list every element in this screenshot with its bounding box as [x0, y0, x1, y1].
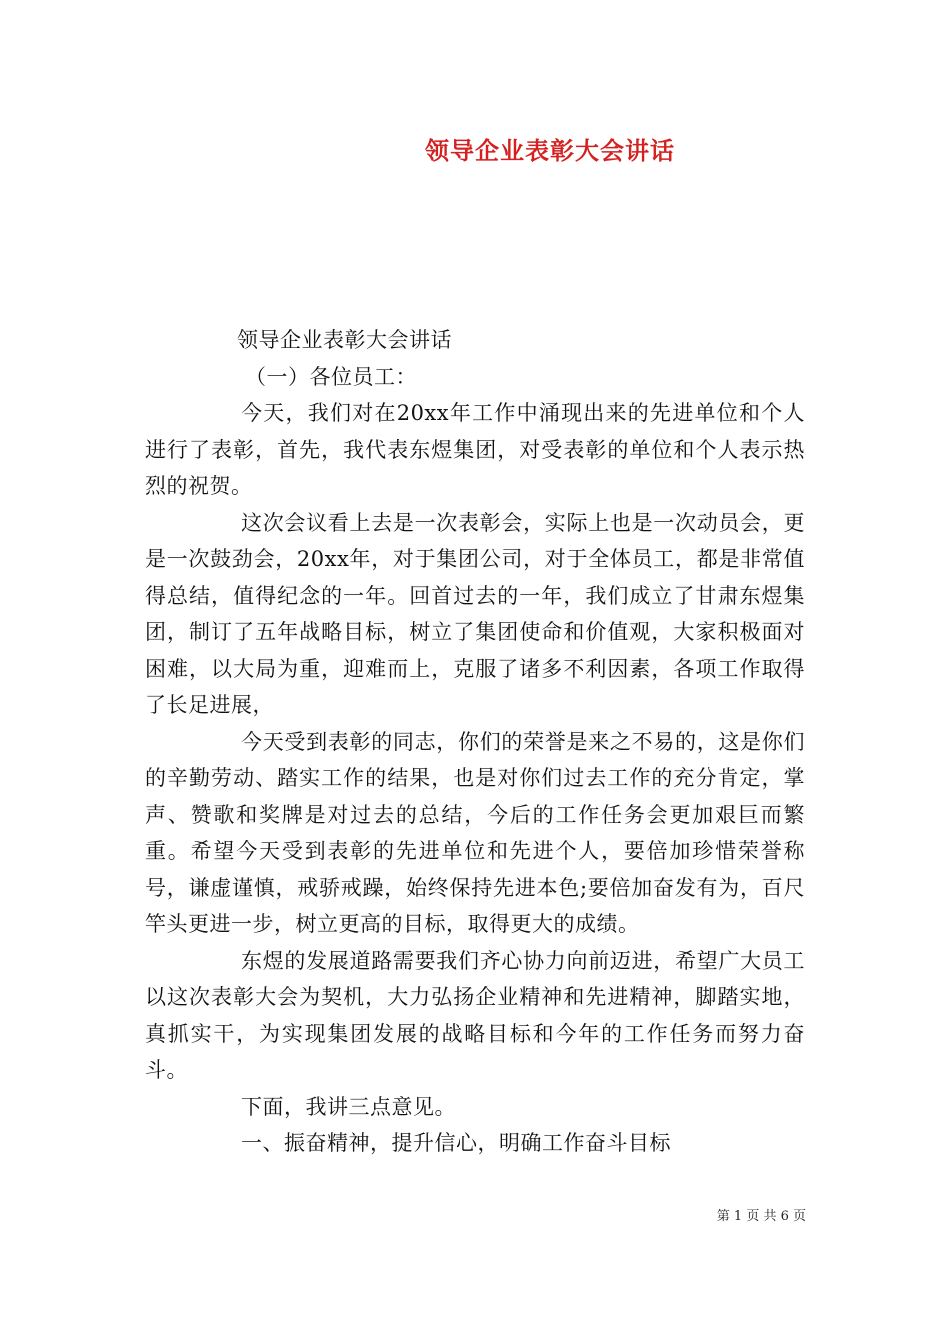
- paragraph-2: 这次会议看上去是一次表彰会，实际上也是一次动员会，更是一次鼓劲会，20xx年，对于集团公司，对于全体员工，都是非常值得总结，值得纪念的一年。回首过去的一年，我们成立了甘肃东煜集团，制订了五年战略目标，树立了集团使命和价值观，大家积极面对困难，以大局为重，迎难而上，克服了诸多不利因素，各项工作取得了长足进展，: [145, 510, 805, 717]
- paragraph-3: 今天受到表彰的同志，你们的荣誉是来之不易的，这是你们的辛勤劳动、踏实工作的结果，也是对你们过去工作的充分肯定，掌声、赞歌和奖牌是对过去的总结，今后的工作任务会更加艰巨而繁重。希望今天受到表彰的先进单位和先进个人，要倍加珍惜荣誉称号，谦虚谨慎，戒骄戒躁，始终保持先进本色;要倍加奋发有为，百尺竿头更进一步，树立更高的目标，取得更大的成绩。: [145, 729, 805, 936]
- paragraph-1: 今天，我们对在20xx年工作中涌现出来的先进单位和个人进行了表彰，首先，我代表东煜集团，对受表彰的单位和个人表示热烈的祝贺。: [145, 401, 805, 498]
- page-title: 领导企业表彰大会讲话: [425, 136, 675, 165]
- greeting-line: （一）各位员工：: [245, 364, 417, 389]
- speech-heading: 领导企业表彰大会讲话: [237, 328, 452, 352]
- section-heading-1: 一、振奋精神，提升信心，明确工作奋斗目标: [241, 1131, 671, 1155]
- paragraph-4: 东煜的发展道路需要我们齐心协力向前迈进，希望广大员工以这次表彰大会为契机，大力弘扬企业精神和先进精神，脚踏实地，真抓实干，为实现集团发展的战略目标和今年的工作任务而努力奋斗。: [145, 948, 805, 1082]
- document-body: [145, 322, 805, 1162]
- page-number: 第 1 页 共 6 页: [716, 1209, 806, 1224]
- paragraph-5: 下面，我讲三点意见。: [241, 1094, 456, 1119]
